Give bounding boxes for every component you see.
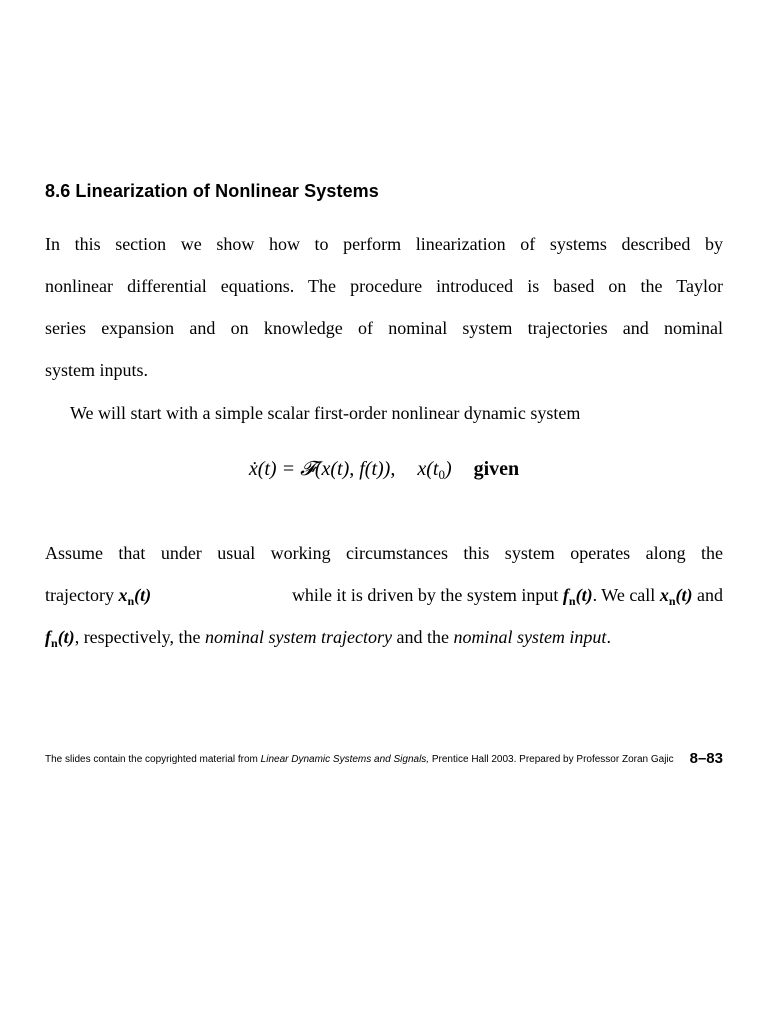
section-heading: 8.6 Linearization of Nonlinear Systems (45, 181, 379, 201)
equation-initial-subscript: 0 (438, 467, 445, 482)
math-fn-subscript: n (568, 594, 576, 608)
text-driven-by: while it is driven by the system input (291, 585, 563, 605)
page-number: 8–83 (689, 750, 723, 767)
paragraph1-line3: series expansion and on knowledge of nominal system trajectories and nominal (45, 318, 723, 338)
paragraph1-line1: In this section we show how to perform linearization of systems described by (45, 234, 723, 254)
text-respectively: , respectively, the (74, 627, 205, 647)
paragraph3-line3 (45, 626, 723, 654)
system-equation (0, 458, 768, 483)
equation-initial-close: ) (444, 458, 452, 480)
equation-initial: x(t (417, 458, 439, 480)
text-and-the: and the (391, 627, 454, 647)
math-xn: x (118, 585, 128, 605)
equation-lhs: ẋ(t) = 𝓕(x(t), f(t)), (248, 458, 396, 480)
math-fn-2: f (45, 627, 51, 647)
math-xn-subscript: n (127, 594, 135, 608)
paragraph1-line4: system inputs. (45, 360, 149, 380)
term-nominal-trajectory: nominal system trajectory (204, 627, 392, 647)
math-fn-arg: (t) (575, 585, 593, 605)
text-we-call: . We call (592, 585, 660, 605)
paragraph3-line2-segment-a (45, 584, 151, 612)
text-and: and (692, 585, 723, 605)
equation-given: given (473, 458, 520, 480)
paragraph3-line1: Assume that under usual working circumstances this system operates along the (45, 543, 723, 563)
math-fn-2-arg: (t) (57, 627, 75, 647)
math-xn-2: x (659, 585, 669, 605)
paragraph3-line2-segment-b (292, 584, 723, 612)
footer-suffix: Prentice Hall 2003. Prepared by Professor Zoran Gajic (429, 754, 674, 765)
math-xn-arg: (t) (134, 585, 152, 605)
math-xn-2-subscript: n (668, 594, 676, 608)
paragraph2-line1: We will start with a simple scalar first-order nonlinear dynamic system (70, 403, 581, 423)
term-nominal-input: nominal system input (453, 627, 607, 647)
math-fn-2-subscript: n (51, 636, 58, 650)
text-period: . (606, 627, 611, 647)
math-xn-2-arg: (t) (675, 585, 693, 605)
footer-book-title: Linear Dynamic Systems and Signals, (260, 754, 430, 765)
footer-copyright (45, 754, 674, 765)
math-fn: f (562, 585, 569, 605)
paragraph1-line2: nonlinear differential equations. The procedure introduced is based on the Taylor (45, 276, 723, 296)
paragraph3-line2 (45, 584, 723, 612)
text-trajectory: trajectory (45, 585, 119, 605)
footer-prefix: The slides contain the copyrighted material from (45, 754, 261, 765)
